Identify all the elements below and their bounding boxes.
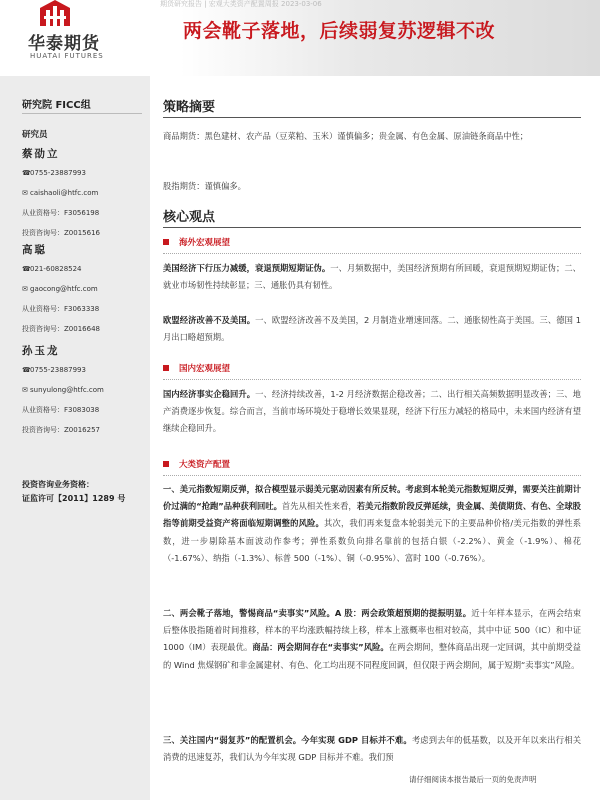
researcher-invest-number: 投资咨询号：Z0016648: [22, 325, 100, 333]
license-label: 投资咨询业务资格：: [22, 480, 94, 489]
subsection-divider: [163, 475, 581, 476]
report-title: 两会靴子落地，后续弱复苏逻辑不改: [183, 20, 496, 42]
overseas-macro-heading: 海外宏观展望: [163, 236, 230, 248]
domestic-paragraph: 国内经济事实企稳回升。一、经济持续改善，1-2 月经济数据企稳改善；二、出行相关高频数据明显改善；三、地产消费逐步恢复。综合而言，当前市场环境处于稳增长效果显现，经济下行压力减轻的格局中，未来国内经济有望继续企稳回升。: [163, 389, 581, 434]
core-views-title: 核心观点: [163, 210, 216, 225]
researcher-phone: ☎021-60828524: [22, 265, 82, 273]
business-license: [22, 478, 147, 506]
researcher-card: [22, 242, 147, 335]
researcher-name: 孙玉龙: [22, 345, 60, 357]
allocation-paragraph-2: 二、两会靴子落地，警惕商品“卖事实”风险。A 股：两会政策超预期的提振明显。近十年样本显示，在两会结束后整体股指随着时间推移，样本的平均涨跌幅持续上移，样本上涨概率也相对较高，其中中证 500（IC）和中证 1000（IM）表现最优。商品：两会期间存在“卖事实”风险。在两会期间，整体商品出现一定回调，其中前期受益的 Wind 焦煤钢矿和非金属建材、有色、化工均出现不同程度回调，但仅限于两会期间，属于短期“卖事实”风险。: [163, 608, 581, 670]
report-header: [0, 0, 600, 76]
email-icon: ✉: [22, 285, 28, 293]
researcher-email[interactable]: ✉ caishaoli@htfc.com: [22, 189, 99, 197]
author-sidebar: [0, 76, 150, 800]
phone-icon: ☎: [22, 366, 31, 374]
research-group-label: 研究院 FICC组: [22, 100, 91, 111]
researcher-card: [22, 343, 147, 436]
researcher-invest-number: 投资咨询号：Z0016257: [22, 426, 100, 434]
report-body: [150, 76, 600, 800]
section-divider: [163, 227, 581, 228]
overseas-paragraph-eu: 欧盟经济改善不及美国。一、欧盟经济改善不及美国，2 月制造业增速回落。二、通胀韧性高于美国。三、德国 1 月出口略超预期。: [163, 315, 581, 343]
red-square-icon: [163, 239, 169, 245]
header-top-strip: 期货研究报告 | 宏观大类资产配置周报 2023-03-06: [160, 0, 322, 8]
allocation-paragraph-3: 三、关注国内“弱复苏”的配置机会。今年实现 GDP 目标并不难。考虑到去年的低基数，以及开年以来出行相关消费的迅速复苏，我们认为今年实现 GDP 目标并不难。我们预: [163, 735, 581, 763]
researcher-email[interactable]: ✉ sunyulong@htfc.com: [22, 386, 104, 394]
subsection-divider: [163, 379, 581, 380]
asset-allocation-heading: 大类资产配置: [163, 458, 230, 470]
researchers-heading-block: [22, 128, 147, 140]
logo-english-name: HUATAI FUTURES: [30, 52, 104, 60]
strategy-summary-title: 策略摘要: [163, 100, 216, 115]
allocation-paragraph-1: 一、美元指数短期反弹，拟合模型显示弱美元驱动因素有所反转。考虑到本轮美元指数短期反弹，需要关注前期计价过满的“抢跑”品种获利回吐。首先从相关性来看，若美元指数阶段反弹延续，贵金属、美债期货、有色、全球股指等前期受益资产将面临短期调整的风险。其次，我们再来复盘本轮弱美元下的主要品种价格/美元指数的弹性系数，进一步剔除基本面波动作参考；弹性系数负向排名靠前的包括白银（-2.2%）、黄金（-1.9%）、棉花（-1.67%）、纳指（-1.3%）、标普 500（-1%）、铜（-0.95%）、富时 100（-0.76%）。: [163, 484, 581, 563]
researchers-heading: 研究员: [22, 130, 48, 140]
summary-commodity: 商品期货：黑色建材、农产品（豆菜粕、玉米）谨慎偏多；贵金属、有色金属、原油链条商品中性；: [163, 131, 529, 141]
phone-icon: ☎: [22, 169, 31, 177]
researcher-card: [22, 146, 147, 239]
subsection-divider: [163, 253, 581, 254]
section-divider: [163, 117, 581, 118]
researcher-name: 高聪: [22, 244, 47, 256]
overseas-paragraph-us: 美国经济下行压力减缓，衰退预期短期证伪。一、月频数据中，美国经济预期有所回暖，衰退预期短期证伪；二、就业市场韧性持续彰显；三、通胀仍具有韧性。: [163, 263, 581, 291]
summary-index: 股指期货：谨慎偏多。: [163, 181, 246, 191]
logo-chinese-name: 华泰期货: [28, 34, 100, 54]
researcher-phone: ☎0755-23887993: [22, 366, 86, 374]
researcher-email[interactable]: ✉ gaocong@htfc.com: [22, 285, 98, 293]
email-icon: ✉: [22, 386, 28, 394]
researcher-license: 从业资格号：F3083038: [22, 406, 100, 414]
phone-icon: ☎: [22, 265, 31, 273]
researcher-invest-number: 投资咨询号：Z0015616: [22, 229, 100, 237]
license-value: 证监许可【2011】1289 号: [22, 494, 126, 503]
disclaimer-note: 请仔细阅读本报告最后一页的免责声明: [409, 775, 537, 784]
researcher-phone: ☎0755-23887993: [22, 169, 86, 177]
red-square-icon: [163, 365, 169, 371]
sidebar-divider: [22, 113, 142, 114]
researcher-name: 蔡劭立: [22, 148, 60, 160]
email-icon: ✉: [22, 189, 28, 197]
domestic-macro-heading: 国内宏观展望: [163, 362, 230, 374]
researcher-license: 从业资格号：F3056198: [22, 209, 100, 217]
researcher-license: 从业资格号：F3063338: [22, 305, 100, 313]
huatai-logo-icon: [40, 0, 70, 26]
red-square-icon: [163, 461, 169, 467]
company-logo: [14, 0, 124, 66]
